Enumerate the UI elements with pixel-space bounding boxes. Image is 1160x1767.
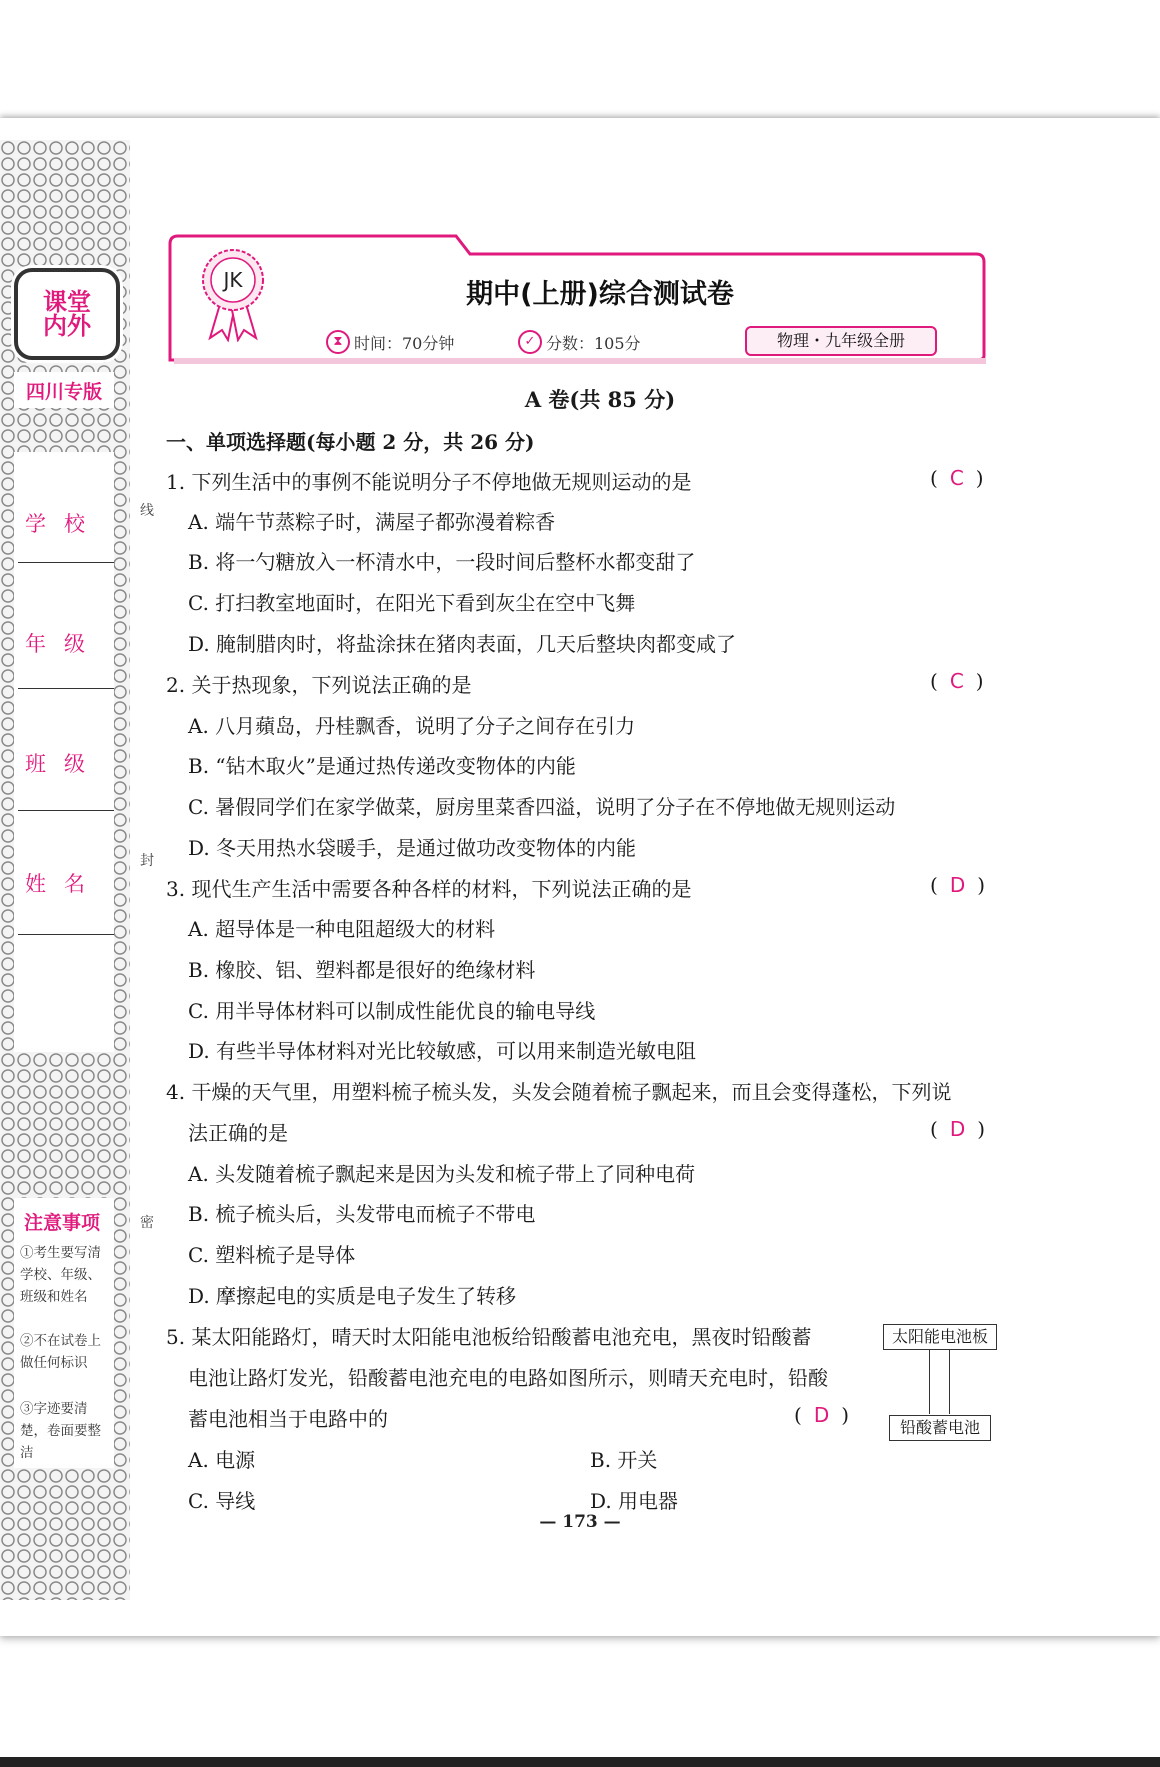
answer: D — [949, 873, 966, 897]
question-stem-cont: 电池让路灯发光，铅酸蓄电池充电的电路如图所示，则晴天充电时，铅酸 — [188, 1366, 828, 1390]
binding-mark: 线 — [140, 503, 154, 519]
seal-icon — [198, 246, 268, 342]
bottom-bar — [0, 1757, 1160, 1767]
option: A. 头发随着梳子飘起来是因为头发和梳子带上了同种电荷 — [188, 1162, 696, 1186]
option: C. 导线 — [188, 1489, 256, 1513]
solar-panel-box: 太阳能电池板 — [883, 1324, 997, 1350]
brand-line2: 内外 — [43, 312, 91, 340]
binding-mark: 封 — [140, 853, 154, 869]
notice-panel — [14, 1198, 114, 1468]
binding-mark: 密 — [140, 1215, 154, 1231]
part-title: A 卷(共 85 分) — [524, 387, 676, 412]
option: A. 端午节蒸粽子时，满屋子都弥漫着粽香 — [188, 510, 556, 534]
question-stem: 3. 现代生产生活中需要各种各样的材料，下列说法正确的是 — [166, 877, 692, 901]
field-grade: 年级 — [25, 632, 103, 656]
answer-slot: ( D ) — [930, 873, 986, 897]
question-stem: 5. 某太阳能路灯，晴天时太阳能电池板给铅酸蓄电池充电，黑夜时铅酸蓄 — [166, 1325, 812, 1349]
option: C. 用半导体材料可以制成性能优良的输电导线 — [188, 999, 596, 1023]
field-school: 学校 — [25, 512, 103, 536]
page-title: 期中(上册)综合测试卷 — [466, 279, 734, 310]
student-info-fields — [14, 452, 114, 1052]
wire — [949, 1350, 950, 1414]
option: C. 塑料梳子是导体 — [188, 1243, 356, 1267]
brand-line1: 课堂 — [43, 288, 91, 316]
class-line[interactable] — [18, 810, 114, 811]
notice-item: ③字迹要清楚，卷面要整洁 — [20, 1401, 101, 1461]
option: D. 冬天用热水袋暖手，是通过做功改变物体的内能 — [188, 836, 637, 860]
option: B. 开关 — [590, 1448, 658, 1472]
answer-slot: ( C ) — [930, 466, 984, 490]
option: A. 八月蘋岛，丹桂飘香，说明了分子之间存在引力 — [188, 714, 636, 738]
answer: D — [813, 1403, 830, 1427]
option: A. 电源 — [188, 1448, 256, 1472]
score-info — [518, 330, 641, 354]
answer-slot: ( C ) — [930, 669, 984, 693]
answer: C — [949, 669, 964, 693]
wire — [929, 1350, 930, 1414]
grade-line[interactable] — [18, 688, 114, 689]
brand-badge — [14, 268, 120, 360]
option: B. “钻木取火”是通过热传递改变物体的内能 — [188, 754, 576, 778]
option: B. 橡胶、铝、塑料都是很好的绝缘材料 — [188, 958, 536, 982]
score-label: 分数：105分 — [546, 333, 641, 353]
school-line[interactable] — [18, 562, 114, 563]
option: A. 超导体是一种电阻超级大的材料 — [188, 917, 496, 941]
section-title: 一、单项选择题(每小题 2 分，共 26 分) — [166, 430, 535, 454]
answer: C — [949, 466, 964, 490]
field-name: 姓名 — [25, 872, 103, 896]
notice-title: 注意事项 — [24, 1212, 101, 1234]
option: C. 打扫教室地面时，在阳光下看到灰尘在空中飞舞 — [188, 591, 636, 615]
option: C. 暑假同学们在家学做菜，厨房里菜香四溢，说明了分子在不停地做无规则运动 — [188, 795, 896, 819]
option: D. 腌制腊肉时，将盐涂抹在猪肉表面，几天后整块肉都变咸了 — [188, 632, 737, 656]
field-class: 班级 — [25, 752, 103, 776]
question-stem: 2. 关于热现象，下列说法正确的是 — [166, 673, 472, 697]
option: B. 梳子梳头后，头发带电而梳子不带电 — [188, 1202, 536, 1226]
check-icon: ✓ — [518, 330, 542, 354]
name-line[interactable] — [18, 934, 114, 935]
subject-badge: 物理・九年级全册 — [745, 326, 937, 356]
answer-slot: ( D ) — [794, 1403, 850, 1427]
question-stem: 4. 干燥的天气里，用塑料梳子梳头发，头发会随着梳子飘起来，而且会变得蓬松，下列说 — [166, 1080, 952, 1104]
battery-box: 铅酸蓄电池 — [889, 1415, 991, 1441]
notice-item: ②不在试卷上做任何标识 — [20, 1333, 101, 1371]
answer: D — [949, 1117, 966, 1141]
question-stem-cont: 法正确的是 — [188, 1121, 288, 1145]
option: D. 有些半导体材料对光比较敏感，可以用来制造光敏电阻 — [188, 1039, 697, 1063]
option: D. 用电器 — [590, 1489, 679, 1513]
question-stem-cont: 蓄电池相当于电路中的 — [188, 1407, 388, 1431]
answer-slot: ( D ) — [930, 1117, 986, 1141]
time-info — [326, 330, 454, 354]
time-label: 时间：70分钟 — [354, 333, 455, 353]
edition-label: 四川专版 — [14, 372, 114, 408]
notice-item: ①考生要写清学校、年级、班级和姓名 — [20, 1245, 101, 1305]
seal-text: JK — [223, 268, 243, 292]
option: B. 将一勺糖放入一杯清水中，一段时间后整杯水都变甜了 — [188, 550, 696, 574]
option: D. 摩擦起电的实质是电子发生了转移 — [188, 1284, 517, 1308]
page-number: — 173 — — [539, 1512, 621, 1532]
question-stem: 1. 下列生活中的事例不能说明分子不停地做无规则运动的是 — [166, 470, 692, 494]
hourglass-icon: ⧗ — [326, 330, 350, 354]
top-margin — [0, 0, 1160, 118]
